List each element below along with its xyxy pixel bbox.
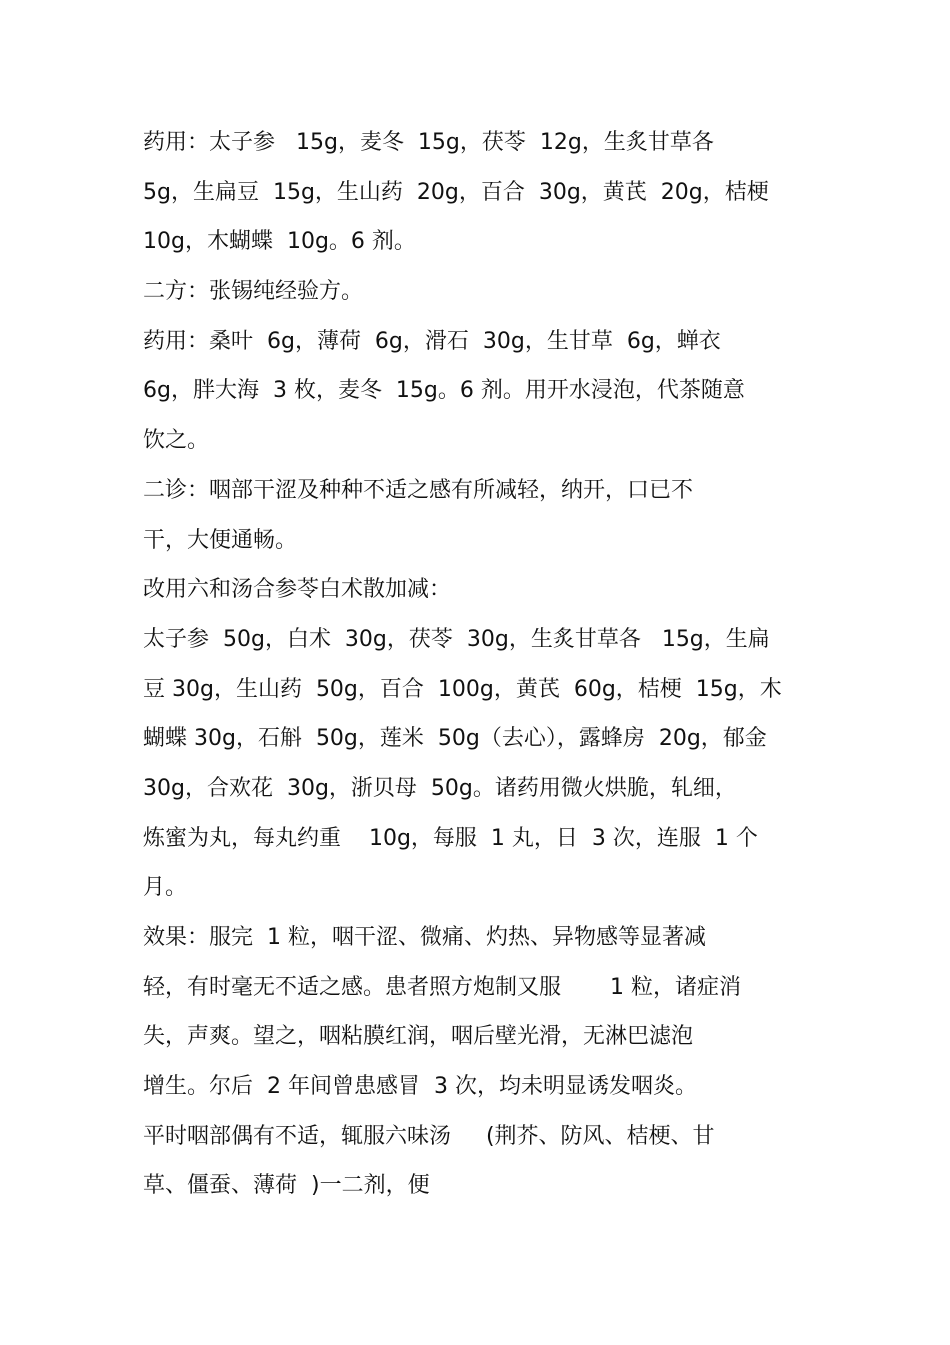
text-line: 草、僵蚕、薄荷 )一二剂，便 bbox=[143, 1173, 430, 1199]
text-line: 饮之。 bbox=[143, 428, 210, 454]
text-line: 二诊：咽部干涩及种种不适之感有所减轻，纳开，口已不 bbox=[143, 477, 694, 503]
text-line: 6g，胖大海 3 枚，麦冬 15g。6 剂。用开水浸泡，代茶随意 bbox=[143, 378, 745, 404]
text-line: 改用六和汤合参苓白术散加减： bbox=[143, 577, 452, 603]
text-line: 平时咽部偶有不适，辄服六味汤 (荆芥、防风、桔梗、甘 bbox=[143, 1123, 715, 1149]
text-line: 30g，合欢花 30g，浙贝母 50g。诸药用微火烘脆，轧细， bbox=[143, 775, 737, 801]
text-line: 干，大便通畅。 bbox=[143, 527, 298, 553]
body-text bbox=[143, 118, 843, 1211]
text-line: 10g，木蝴蝶 10g。6 剂。 bbox=[143, 229, 416, 255]
text-line: 轻，有时毫无不适之感。患者照方炮制又服 1 粒，诸症消 bbox=[143, 974, 741, 1000]
text-line: 药用：桑叶 6g，薄荷 6g，滑石 30g，生甘草 6g，蝉衣 bbox=[143, 328, 721, 354]
text-line: 二方：张锡纯经验方。 bbox=[143, 279, 364, 305]
text-line: 太子参 50g，白术 30g，茯苓 30g，生炙甘草各 15g，生扁 bbox=[143, 626, 770, 652]
text-line: 增生。尔后 2 年间曾患感冒 3 次，均未明显诱发咽炎。 bbox=[143, 1074, 697, 1100]
text-line: 炼蜜为丸，每丸约重 10g，每服 1 丸，日 3 次，连服 1 个 bbox=[143, 825, 758, 851]
text-line: 5g，生扁豆 15g，生山药 20g，百合 30g，黄芪 20g，桔梗 bbox=[143, 179, 769, 205]
text-line: 失，声爽。望之，咽粘膜红润，咽后壁光滑，无淋巴滤泡 bbox=[143, 1024, 694, 1050]
text-line: 月。 bbox=[143, 875, 188, 901]
text-line: 豆 30g，生山药 50g，百合 100g，黄芪 60g，桔梗 15g，木 bbox=[143, 676, 782, 702]
text-line: 蝴蝶 30g，石斛 50g，莲米 50g（去心），露蜂房 20g，郁金 bbox=[143, 726, 767, 752]
text-line: 药用：太子参 15g，麦冬 15g，茯苓 12g，生炙甘草各 bbox=[143, 130, 714, 155]
text-line: 效果：服完 1 粒，咽干涩、微痛、灼热、异物感等显著减 bbox=[143, 925, 706, 950]
